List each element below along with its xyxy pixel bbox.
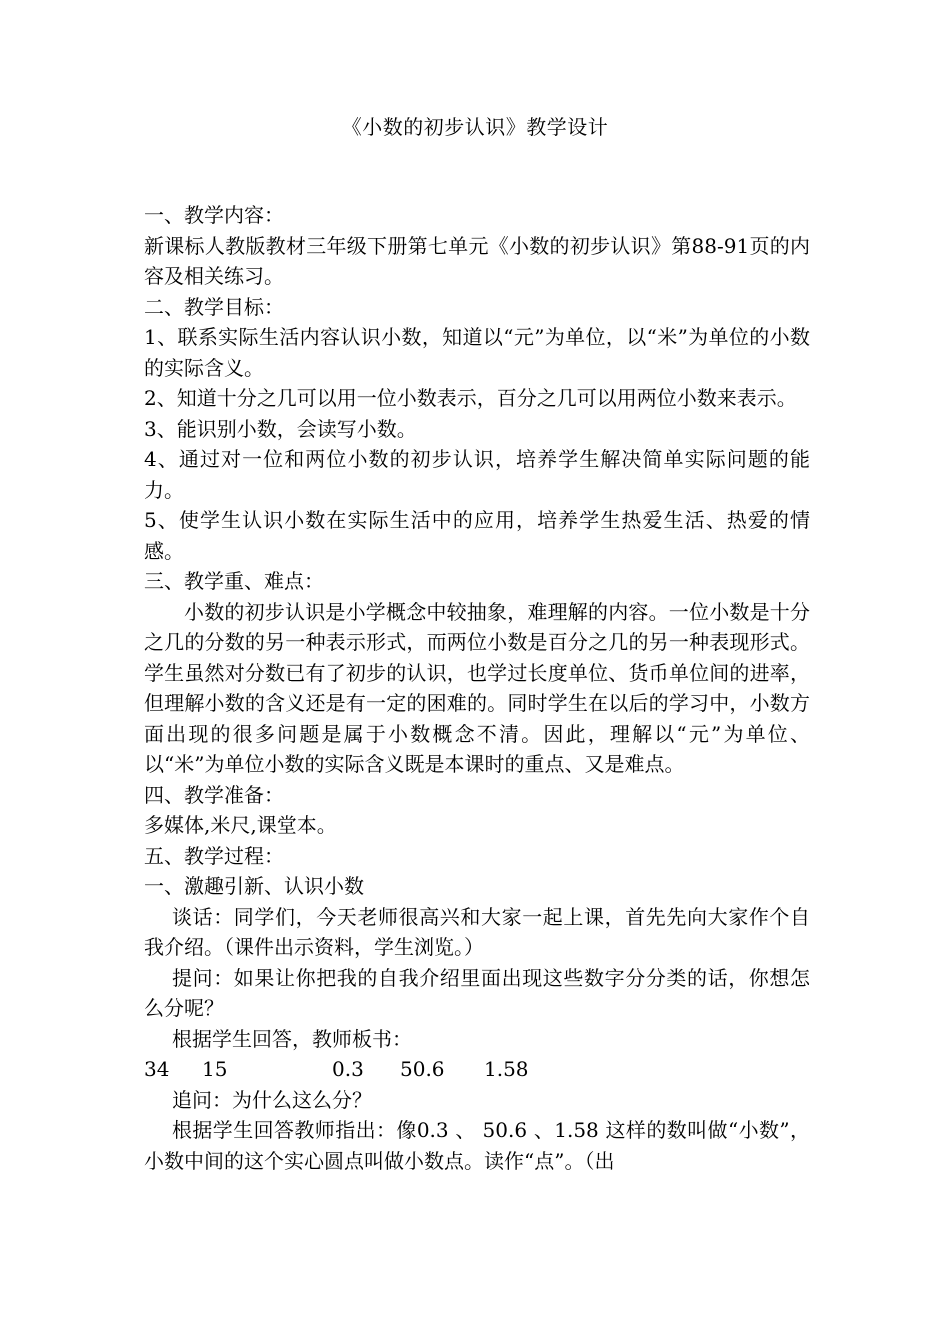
board-number: 15	[202, 1057, 228, 1081]
board-intro-paragraph: 根据学生回答，教师板书：	[172, 1026, 412, 1051]
follow-up-paragraph: 追问：为什么这么分？	[172, 1087, 372, 1112]
board-number: 1.58	[484, 1057, 529, 1081]
goal-item-1: 1、联系实际生活内容认识小数，知道以“元”为单位，以“米”为单位的小数的实际含义。	[144, 325, 810, 380]
goal-item-2: 2、知道十分之几可以用一位小数表示，百分之几可以用两位小数来表示。	[144, 386, 797, 410]
content-paragraph: 新课标人教版教材三年级下册第七单元《小数的初步认识》第88-91页的内容及相关练习。	[144, 233, 810, 288]
section-heading-goals: 二、教学目标：	[144, 294, 284, 319]
key-points-paragraph: 小数的初步认识是小学概念中较抽象，难理解的内容。一位小数是十分之几的分数的另一种表示形式，而两位小数是百分之几的另一种表现形式。学生虽然对分数已有了初步的认识，也学过长度单位、货币单位间的进率，但理解小数的含义还是有一定的困难的。同时学生在以后的学习中，小数方面出现的很多问题是属于小数概念不清。因此，理解以“元”为单位、以“米”为单位小数的实际含义既是本课时的重点、又是难点。	[144, 599, 810, 776]
board-number: 50.6	[400, 1057, 445, 1081]
document-title: 《小数的初步认识》教学设计	[341, 115, 609, 139]
explanation-paragraph: 根据学生回答教师指出：像0.3 、 50.6 、1.58 这样的数叫做“小数”，小数中间的这个实心圆点叫做小数点。读作“点”。（出	[144, 1118, 810, 1173]
process-step-heading: 一、激趣引新、认识小数	[144, 874, 364, 898]
goal-item-5: 5、使学生认识小数在实际生活中的应用，培养学生热爱生活、热爱的情感。	[144, 508, 810, 563]
board-number: 34	[144, 1057, 170, 1081]
preparation-paragraph: 多媒体,米尺,课堂本。	[144, 813, 337, 837]
board-number: 0.3	[332, 1057, 364, 1081]
board-numbers	[144, 1054, 810, 1085]
question-paragraph: 提问：如果让你把我的自我介绍里面出现这些数字分分类的话，你想怎么分呢？	[144, 965, 810, 1020]
section-heading-preparation: 四、教学准备：	[144, 782, 284, 807]
section-heading-key-points: 三、教学重、难点：	[144, 569, 324, 593]
goal-item-4: 4、通过对一位和两位小数的初步认识，培养学生解决简单实际问题的能力。	[144, 447, 810, 502]
goal-item-3: 3、能识别小数，会读写小数。	[144, 416, 417, 441]
section-heading-process: 五、教学过程：	[144, 843, 284, 868]
talk-paragraph: 谈话：同学们，今天老师很高兴和大家一起上课，首先先向大家作个自我介绍。（课件出示资料，学生浏览。）	[144, 904, 810, 959]
document-body	[144, 200, 810, 1176]
section-heading-content: 一、教学内容：	[144, 203, 284, 227]
